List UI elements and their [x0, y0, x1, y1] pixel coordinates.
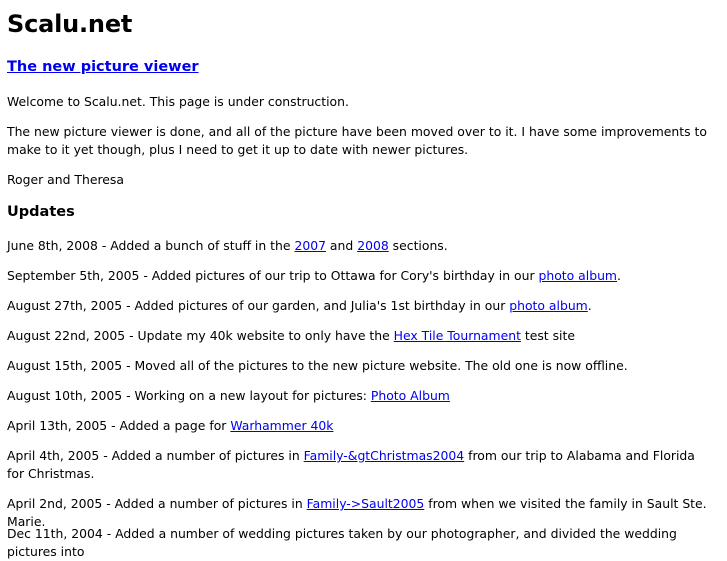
update-text: April 2nd, 2005 - Added a number of pictures in [7, 496, 307, 511]
update-text: from our trip to Alabama and Florida for Christmas. [7, 448, 695, 481]
update-item [7, 525, 713, 561]
viewer-note: The new picture viewer is done, and all of the picture have been moved over to it. I have some improvements to make to it yet though, plus I need to get it up to date with newer pictures. [7, 124, 707, 157]
site-title: Scalu.net [7, 10, 133, 38]
hex-tile-tournament-link[interactable]: Hex Tile Tournament [393, 328, 521, 343]
update-text: and [325, 238, 358, 253]
update-item [7, 267, 713, 285]
update-item [7, 387, 713, 405]
update-text: . [587, 298, 592, 313]
update-text: August 27th, 2005 - Added pictures of our garden, and Julia's 1st birthday in our [7, 298, 510, 313]
warhammer-40k-link[interactable]: Warhammer 40k [230, 418, 334, 433]
update-item [7, 447, 713, 483]
photo-album-link[interactable]: photo album [509, 298, 588, 313]
update-text: August 22nd, 2005 - Update my 40k website to only have the [7, 328, 394, 343]
update-text: Dec 11th, 2004 - Added a number of wedding pictures taken by our photographer, and divided the wedding pictures into [7, 526, 677, 559]
update-text: September 5th, 2005 - Added pictures of our trip to Ottawa for Cory's birthday in our [7, 268, 539, 283]
link-2007[interactable]: 2007 [294, 238, 326, 253]
update-text: August 10th, 2005 - Working on a new layout for pictures: [7, 388, 371, 403]
update-text: . [617, 268, 621, 283]
update-item [7, 357, 713, 375]
christmas2004-link[interactable]: Family-&gtChristmas2004 [303, 448, 465, 463]
update-text: sections. [388, 238, 448, 253]
photo-album-link[interactable]: Photo Album [370, 388, 450, 403]
photo-album-link[interactable]: photo album [538, 268, 618, 283]
new-picture-viewer-link[interactable]: The new picture viewer [7, 59, 199, 75]
new-picture-viewer-heading [7, 59, 199, 75]
signature: Roger and Theresa [7, 172, 124, 187]
update-text: June 8th, 2008 - Added a bunch of stuff in the [7, 238, 295, 253]
update-text: April 4th, 2005 - Added a number of pictures in [7, 448, 304, 463]
link-2008[interactable]: 2008 [357, 238, 389, 253]
intro-text: Welcome to Scalu.net. This page is under construction. [7, 94, 349, 109]
update-text: test site [520, 328, 575, 343]
sault2005-link[interactable]: Family->Sault2005 [306, 496, 425, 511]
update-text: August 15th, 2005 - Moved all of the pictures to the new picture website. The old one is now offline. [7, 358, 628, 373]
update-text: from when we visited the family in Sault Ste. Marie. [7, 496, 707, 529]
update-item [7, 327, 713, 345]
update-item [7, 297, 713, 315]
update-text: April 13th, 2005 - Added a page for [7, 418, 231, 433]
update-item [7, 237, 713, 255]
update-item [7, 417, 713, 435]
updates-heading: Updates [7, 204, 75, 220]
